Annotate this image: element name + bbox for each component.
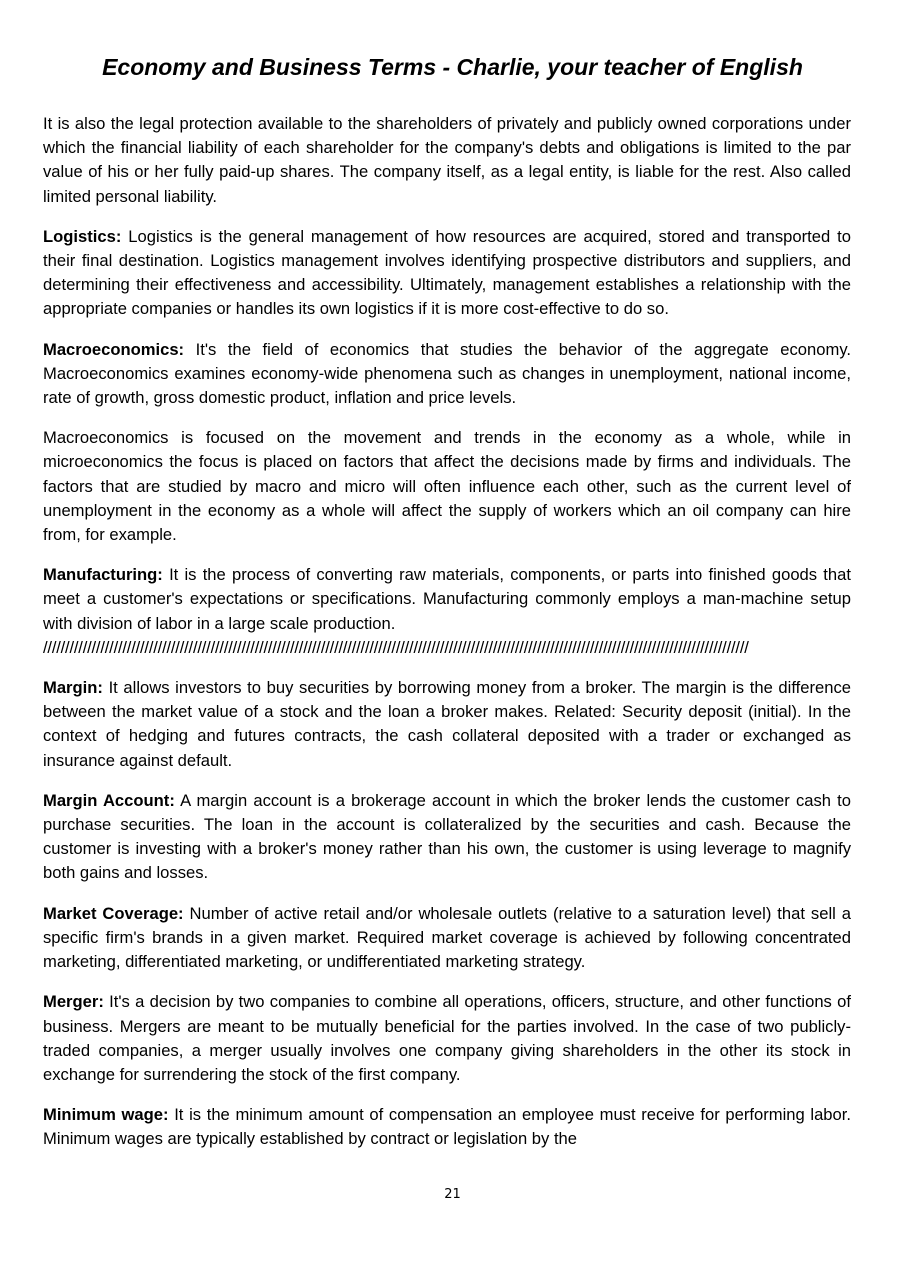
paragraph-text: Macroeconomics is focused on the movement and trends in the economy as a whole, while in microeconomics the focus is placed on factors that affect the decisions made by firms and individuals. The factors that are studied by macro and micro will often influence each other, such as the current level of unemployment in the economy as a whole will affect the supply of workers which an oil company can hire from, for example. xyxy=(43,428,851,545)
term-definition: It is the process of converting raw materials, components, or parts into finished goods that meet a customer's expectations or specifications. Manufacturing commonly employs a man-machine setup with division of labor in a large scale production. xyxy=(43,565,851,633)
term-definition: Logistics is the general management of how resources are acquired, stored and transported to their final destination. Logistics management involves identifying prospective distributors and suppliers, and determining their effectiveness and accessibility. Ultimately, management establishes a relationship with the appropriate companies or handles its own logistics if it is more cost-effective to do so. xyxy=(43,226,851,319)
entry-margin xyxy=(43,676,851,773)
term-heading: Market Coverage: xyxy=(43,903,184,923)
entry-logistics xyxy=(43,225,851,322)
entry-minimum-wage xyxy=(43,1103,851,1151)
term-heading: Margin: xyxy=(43,678,103,698)
term-definition: It's the field of economics that studies the behavior of the aggregate economy. Macroeconomics examines economy-wide phenomena such as changes in unemployment, national income, rate of growth, gross domestic product, inflation and price levels. xyxy=(43,339,851,408)
page-number: 21 xyxy=(444,1187,461,1202)
entry-merger xyxy=(43,990,851,1087)
term-heading: Macroeconomics: xyxy=(43,339,185,359)
paragraph-macro-vs-micro xyxy=(43,426,851,547)
term-definition: Number of active retail and/or wholesale outlets (relative to a saturation level) that sell a specific firm's brands in a given market. Required market coverage is achieved by following concentrated marketing, differentiated marketing, or undifferentiated marketing strategy. xyxy=(43,903,851,972)
entry-macroeconomics xyxy=(43,338,851,411)
term-heading: Logistics: xyxy=(43,226,122,246)
term-definition: A margin account is a brokerage account in which the broker lends the customer cash to purchase securities. The loan in the account is collateralized by the securities and cash. Because the customer is investing with a broker's money rather than his own, the customer is using leverage to magnify both gains and losses. xyxy=(43,790,851,883)
document-body xyxy=(43,112,851,1168)
paragraph-limited-liability xyxy=(43,112,851,209)
entry-margin-account xyxy=(43,789,851,886)
document-title: Economy and Business Terms - Charlie, your teacher of English xyxy=(102,54,803,80)
term-definition: It allows investors to buy securities by borrowing money from a broker. The margin is the difference between the market value of a stock and the loan a broker makes. Related: Security deposit (initial). In the context of hedging and futures contracts, the cash collateral deposited with a trader or exchanged as insurance against default. xyxy=(43,678,851,770)
term-definition: It's a decision by two companies to combine all operations, officers, structure, and other functions of business. Mergers are meant to be mutually beneficial for the parties involved. In the case of two publicly-traded companies, a merger usually involves one company giving shareholders in the other its stock in exchange for surrendering the stock of the first company. xyxy=(43,992,851,1084)
slash-separator: //////////////////////////////////////////////////////////////////////////////////////////////////////////////////////////////////////////////////////////////// xyxy=(43,637,749,657)
paragraph-text: It is also the legal protection available to the shareholders of privately and publicly owned corporations under which the financial liability of each shareholder for the company's debts and obligations is limited to the par value of his or her fully paid-up shares. The company itself, as a legal entity, is liable for the rest. Also called limited personal liability. xyxy=(43,114,851,206)
term-heading: Minimum wage: xyxy=(43,1105,169,1125)
term-definition: It is the minimum amount of compensation an employee must receive for performing labor. Minimum wages are typically established by contract or legislation by the xyxy=(43,1105,851,1149)
term-heading: Manufacturing: xyxy=(43,565,163,585)
entry-manufacturing xyxy=(43,563,851,660)
term-heading: Merger: xyxy=(43,992,104,1012)
entry-market-coverage xyxy=(43,902,851,975)
term-heading: Margin Account: xyxy=(43,790,175,810)
